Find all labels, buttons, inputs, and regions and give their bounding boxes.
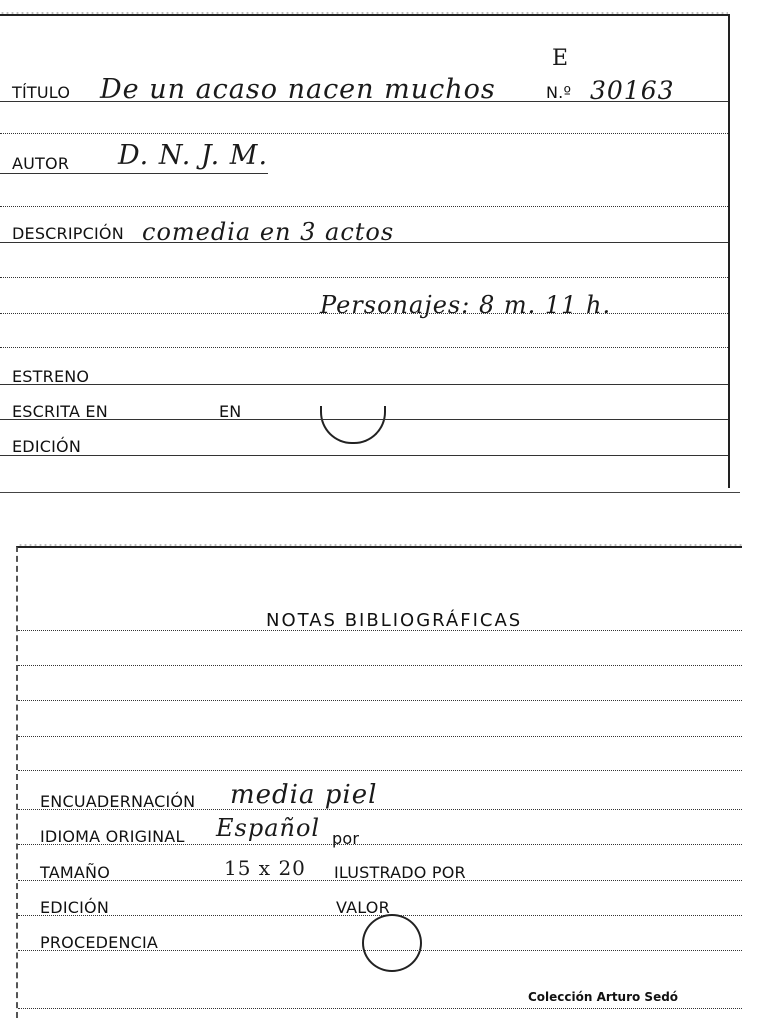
rule <box>0 242 728 243</box>
en-label: EN <box>219 402 242 421</box>
titulo-label: TÍTULO <box>12 83 71 102</box>
divider <box>0 492 740 493</box>
estreno-label: ESTRENO <box>12 367 90 386</box>
catalog-card-back <box>16 546 742 1018</box>
descripcion-label: DESCRIPCIÓN <box>12 224 124 243</box>
rule <box>18 844 742 845</box>
rule <box>18 665 742 666</box>
escrita-en-label: ESCRITA EN <box>12 402 108 421</box>
encuadernacion-label: ENCUADERNACIÓN <box>40 792 196 811</box>
tamano-label: TAMAÑO <box>40 863 110 882</box>
rule <box>0 133 728 134</box>
rule <box>18 950 742 951</box>
autor-value: D. N. J. M. <box>118 140 269 171</box>
numero-mark: E <box>552 46 570 71</box>
edicion-label: EDICIÓN <box>40 898 110 917</box>
rule <box>0 313 728 314</box>
rule <box>18 809 742 810</box>
valor-label: VALOR <box>336 898 390 917</box>
por-label: por <box>332 829 360 848</box>
catalog-card-front <box>0 14 730 488</box>
collection-footer: Colección Arturo Sedó <box>528 990 679 1004</box>
personajes-value: Personajes: 8 m. 11 h. <box>320 291 612 319</box>
numero-label: N.º <box>546 83 572 102</box>
descripcion-value: comedia en 3 actos <box>142 218 395 246</box>
rule <box>18 1008 742 1009</box>
rule <box>0 101 728 102</box>
numero-value: 30163 <box>590 76 675 105</box>
rule <box>18 880 742 881</box>
rule <box>18 700 742 701</box>
rule <box>18 630 742 631</box>
card-edge-speckle <box>0 11 728 16</box>
card-edge-speckle <box>18 543 742 548</box>
rule <box>0 277 728 278</box>
autor-label: AUTOR <box>12 154 70 173</box>
rule <box>0 384 728 385</box>
encuadernacion-value: media piel <box>230 780 378 810</box>
rule <box>0 419 728 420</box>
notas-heading: NOTAS BIBLIOGRÁFICAS <box>266 610 523 631</box>
ilustrado-label: ILUSTRADO POR <box>334 863 466 882</box>
edicion-label: EDICIÓN <box>12 437 82 456</box>
rule <box>0 206 728 207</box>
procedencia-label: PROCEDENCIA <box>40 933 159 952</box>
library-stamp <box>362 914 422 972</box>
rule <box>18 770 742 771</box>
rule <box>0 347 728 348</box>
tamano-value: 15 x 20 <box>224 856 306 880</box>
rule <box>0 455 728 456</box>
library-stamp <box>320 406 386 444</box>
rule <box>18 736 742 737</box>
idioma-label: IDIOMA ORIGINAL <box>40 827 185 846</box>
titulo-value: De un acaso nacen muchos <box>100 74 496 105</box>
idioma-value: Español <box>216 814 321 842</box>
rule <box>0 173 268 174</box>
